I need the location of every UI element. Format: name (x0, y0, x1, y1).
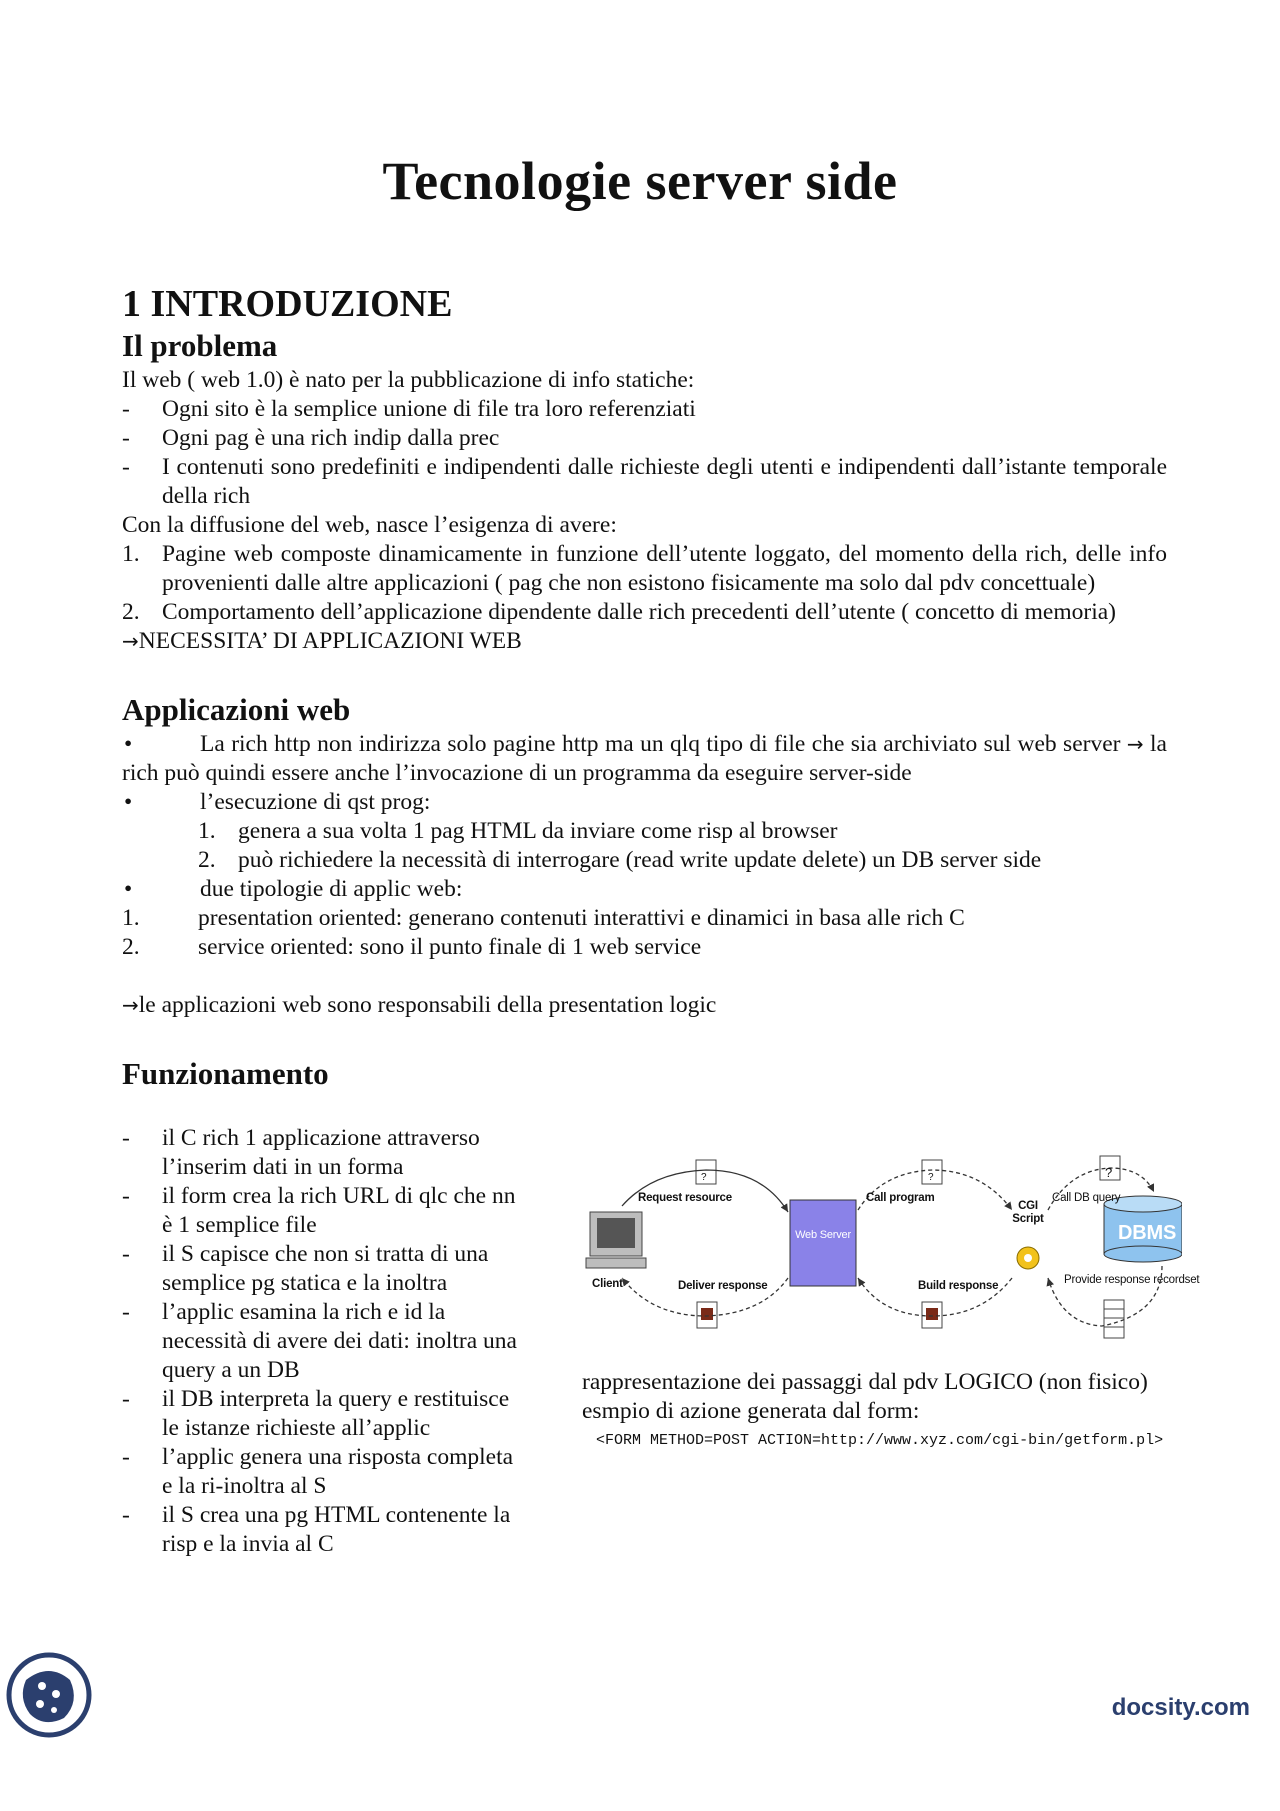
diagram-caption: rappresentazione dei passaggi dal pdv LOGICO (non fisico) (582, 1369, 1148, 1395)
page-title: Tecnologie server side (382, 151, 898, 211)
webapps-conclusion (122, 991, 1167, 1020)
list-item-text: I contenuti sono predefiniti e indipendenti dalle richieste degli utenti e indipendenti dall’istante temporale della rich (162, 454, 1167, 509)
steps-list (122, 1124, 522, 1559)
numbered-item (122, 540, 1167, 598)
list-item-text: Ogni pag è una rich indip dalla prec (162, 425, 500, 451)
arrow-icon: → (1126, 732, 1144, 756)
subheading-il-problema: Il problema (122, 328, 278, 363)
numbered-item-text: presentation oriented: generano contenuti interattivi e dinamici in basa alle rich C (198, 905, 965, 931)
dash-marker: - (122, 1125, 130, 1151)
label-build-response: Build response (918, 1280, 999, 1292)
cgi-flow-diagram (582, 1154, 1200, 1354)
numbered-item (122, 933, 1167, 962)
list-item-text: il DB interpreta la query e restituisce le istanze richieste all’applic (162, 1386, 510, 1441)
number-marker: 1. (122, 541, 140, 567)
label-cgi-script: CGI Script (1012, 1200, 1044, 1225)
diagram-area (582, 1124, 1200, 1455)
numbered-item-text: può richiedere la necessità di interrogare (read write update delete) un DB server side (238, 847, 1042, 873)
diagram-caption-block (582, 1368, 1182, 1455)
bullet-marker: • (124, 876, 133, 902)
dash-marker: - (122, 454, 130, 480)
html-document-icon (922, 1302, 942, 1328)
funzionamento-section (122, 1124, 1200, 1644)
list-item (122, 453, 1167, 511)
dash-marker: - (122, 1502, 130, 1528)
list-item-text: Ogni sito è la semplice unione di file tra loro referenziati (162, 396, 696, 422)
bullet-marker: • (124, 731, 133, 757)
number-marker: 2. (122, 934, 140, 960)
list-item-text: l’applic esamina la rich e id la necessità di avere dei dati: inoltra una query a un DB (162, 1299, 517, 1383)
need-intro: Con la diffusione del web, nasce l’esigenza di avere: (122, 512, 617, 538)
subheading-applicazioni-web: Applicazioni web (122, 692, 351, 727)
example-label: esmpio di azione generata dal form: (582, 1398, 920, 1424)
list-item (122, 1124, 522, 1182)
list-item-text: il S capisce che non si tratta di una semplice pg statica e la inoltra (162, 1241, 489, 1296)
label-request-resource: Request resource (638, 1192, 732, 1204)
list-item-text: il S crea una pg HTML contenente la risp e la invia al C (162, 1502, 511, 1557)
problem-conclusion (122, 627, 1167, 656)
webapps-sublist (122, 817, 1167, 875)
dash-marker: - (122, 425, 130, 451)
list-item (122, 1298, 522, 1385)
arrow-icon: → (122, 629, 139, 653)
list-item (122, 424, 1167, 453)
footer-brand[interactable]: docsity.com (1111, 1694, 1250, 1721)
numbered-item (122, 846, 1167, 875)
list-item (122, 395, 1167, 424)
docsity-logo-icon (4, 1650, 94, 1740)
recordset-icon (1104, 1300, 1124, 1338)
problem-intro: Il web ( web 1.0) è nato per la pubblicazione di info statiche: (122, 367, 695, 393)
number-marker: 1. (122, 905, 140, 931)
client-computer-icon (586, 1212, 646, 1268)
bullet-text: l’esecuzione di qst prog: (200, 789, 431, 815)
numbered-item (122, 598, 1167, 627)
dash-marker: - (122, 396, 130, 422)
list-item (122, 1501, 522, 1559)
list-item-text: l’applic genera una risposta completa e la ri-inoltra al S (162, 1444, 514, 1499)
arrow-icon: → (122, 993, 139, 1017)
list-item (122, 1182, 522, 1240)
document-body (122, 282, 1200, 1644)
bullet-text: La rich http non indirizza solo pagine http ma un qlq tipo di file che sia archiviato sul web server (200, 731, 1121, 757)
list-item (122, 1443, 522, 1501)
conclusion-text: le applicazioni web sono responsabili della presentation logic (138, 992, 717, 1018)
list-item (122, 1240, 522, 1298)
dash-marker: - (122, 1299, 130, 1325)
question-mark-label: ? (701, 1172, 707, 1183)
number-marker: 1. (198, 818, 216, 844)
subheading-funzionamento: Funzionamento (122, 1056, 329, 1091)
section-heading-introduzione: 1 INTRODUZIONE (122, 283, 453, 325)
webapps-bullet-3 (122, 875, 1167, 904)
numbered-item-text: service oriented: sono il punto finale di 1 web service (198, 934, 702, 960)
dash-marker: - (122, 1444, 130, 1470)
label-web-server: Web Server (795, 1229, 851, 1241)
list-item (122, 1385, 522, 1443)
numbered-item-text: genera a sua volta 1 pag HTML da inviare come risp al browser (238, 818, 838, 844)
list-item-text: il form crea la rich URL di qlc che nn è 1 semplice file (162, 1183, 516, 1238)
label-provide-response: Provide response recordset (1064, 1274, 1200, 1286)
numbered-item (122, 904, 1167, 933)
webapps-bullet-1 (122, 730, 1167, 788)
label-deliver-response: Deliver response (678, 1280, 768, 1292)
conclusion-text: NECESSITA’ DI APPLICAZIONI WEB (138, 628, 522, 654)
bullet-text-continued: la rich può quindi essere anche l’invocazione di un programma da eseguire server-side (122, 731, 1167, 786)
label-dbms: DBMS (1118, 1222, 1177, 1244)
gear-icon (1017, 1247, 1039, 1269)
question-mark-label: ? (1105, 1165, 1113, 1180)
numbered-item-text: Comportamento dell’applicazione dipendente dalle rich precedenti dell’utente ( concetto di memoria) (162, 599, 1116, 625)
list-item-text: il C rich 1 applicazione attraverso l’inserim dati in un forma (162, 1125, 480, 1180)
dash-marker: - (122, 1183, 130, 1209)
label-call-program: Call program (866, 1192, 935, 1204)
example-code: <FORM METHOD=POST ACTION=http://www.xyz.com/cgi-bin/getform.pl> (596, 1432, 1164, 1449)
number-marker: 2. (198, 847, 216, 873)
bullet-marker: • (124, 789, 133, 815)
dash-marker: - (122, 1241, 130, 1267)
numbered-item-text: Pagine web composte dinamicamente in funzione dell’utente loggato, del momento della rich, delle info provenienti dalle altre applicazioni ( pag che non esistono fisicamente ma solo dal pdv concettuale) (162, 541, 1167, 596)
webapps-bullet-2 (122, 788, 1167, 817)
bullet-text: due tipologie di applic web: (200, 876, 463, 902)
numbered-item (122, 817, 1167, 846)
dash-marker: - (122, 1386, 130, 1412)
question-mark-label: ? (928, 1172, 934, 1183)
label-client: Client (592, 1278, 623, 1290)
number-marker: 2. (122, 599, 140, 625)
label-call-db-query: Call DB query (1052, 1192, 1121, 1204)
web-server-box (790, 1200, 856, 1286)
